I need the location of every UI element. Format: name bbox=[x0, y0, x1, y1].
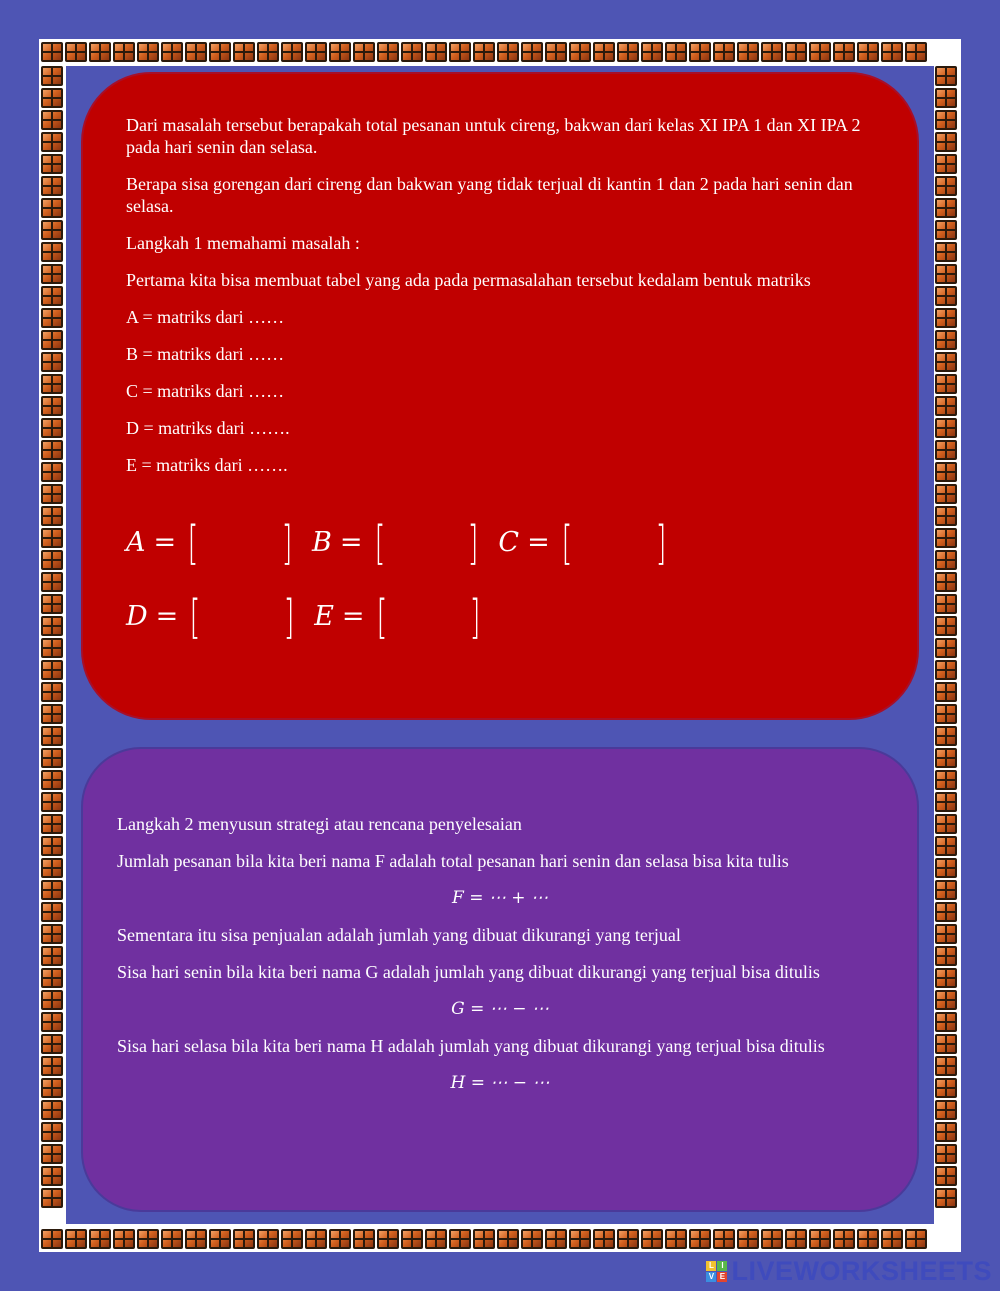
border-tile-icon bbox=[41, 1078, 63, 1098]
border-tile-icon bbox=[185, 42, 207, 62]
logo-letter-i: I bbox=[717, 1261, 727, 1271]
border-tile-icon bbox=[935, 638, 957, 658]
border-tile-icon bbox=[209, 42, 231, 62]
matrix-d-name: D bbox=[126, 601, 148, 632]
bracket-open: [ bbox=[187, 516, 199, 570]
border-tile-icon bbox=[857, 1229, 879, 1249]
border-tile-icon bbox=[935, 594, 957, 614]
border-tile-icon bbox=[41, 968, 63, 988]
border-tile-icon bbox=[41, 484, 63, 504]
border-tile-icon bbox=[41, 110, 63, 130]
border-tile-icon bbox=[935, 1144, 957, 1164]
border-tile-icon bbox=[881, 42, 903, 62]
definition-d: D = matriks dari ……. bbox=[126, 418, 290, 438]
border-tile-icon bbox=[329, 1229, 351, 1249]
border-tile-icon bbox=[233, 1229, 255, 1249]
border-tile-icon bbox=[185, 1229, 207, 1249]
definition-b: B = matriks dari …… bbox=[126, 344, 285, 364]
liveworksheets-watermark bbox=[706, 1256, 992, 1287]
border-tile-icon bbox=[935, 836, 957, 856]
border-tile-icon bbox=[905, 1229, 927, 1249]
border-tile-icon bbox=[41, 1188, 63, 1208]
border-tile-icon bbox=[935, 506, 957, 526]
equals-sign: = bbox=[155, 601, 179, 632]
border-tile-icon bbox=[935, 352, 957, 372]
border-tile-icon bbox=[935, 968, 957, 988]
border-tile-icon bbox=[41, 42, 63, 62]
border-tile-icon bbox=[935, 484, 957, 504]
border-tile-icon bbox=[935, 704, 957, 724]
matrix-d bbox=[126, 590, 298, 644]
border-tile-icon bbox=[935, 396, 957, 416]
bracket-close: ] bbox=[468, 516, 479, 570]
border-tile-icon bbox=[935, 682, 957, 702]
border-tile-icon bbox=[935, 880, 957, 900]
border-tile-icon bbox=[41, 418, 63, 438]
border-tile-icon bbox=[935, 286, 957, 306]
border-tile-icon bbox=[353, 42, 375, 62]
border-tile-icon bbox=[137, 1229, 159, 1249]
bracket-close: ] bbox=[470, 590, 481, 644]
border-tile-icon bbox=[41, 528, 63, 548]
border-tile-icon bbox=[41, 88, 63, 108]
border-tile-icon bbox=[377, 42, 399, 62]
border-tile-icon bbox=[41, 660, 63, 680]
border-tile-icon bbox=[41, 902, 63, 922]
border-tile-icon bbox=[617, 42, 639, 62]
equation-g: G = ⋯ − ⋯ bbox=[451, 999, 549, 1019]
border-tile-icon bbox=[935, 990, 957, 1010]
definition-e: E = matriks dari ……. bbox=[126, 455, 288, 475]
border-tile-icon bbox=[113, 42, 135, 62]
border-tile-icon bbox=[41, 176, 63, 196]
border-tile-icon bbox=[935, 660, 957, 680]
border-tile-icon bbox=[41, 1229, 63, 1249]
matrix-e-name: E bbox=[314, 601, 334, 632]
border-tile-icon bbox=[329, 42, 351, 62]
border-tile-icon bbox=[41, 726, 63, 746]
bracket-close: ] bbox=[655, 516, 667, 570]
border-tile-icon bbox=[905, 42, 927, 62]
border-tile-icon bbox=[209, 1229, 231, 1249]
border-tile-icon bbox=[935, 770, 957, 790]
border-tile-icon bbox=[761, 42, 783, 62]
border-tile-icon bbox=[41, 638, 63, 658]
border-tile-icon bbox=[545, 42, 567, 62]
border-tile-icon bbox=[935, 66, 957, 86]
frame-border-top bbox=[41, 42, 927, 62]
border-tile-icon bbox=[935, 550, 957, 570]
border-tile-icon bbox=[41, 990, 63, 1010]
border-tile-icon bbox=[89, 42, 111, 62]
border-tile-icon bbox=[689, 42, 711, 62]
equals-sign: = bbox=[527, 527, 550, 558]
border-tile-icon bbox=[41, 836, 63, 856]
bracket-open: [ bbox=[374, 516, 385, 570]
border-tile-icon bbox=[65, 1229, 87, 1249]
border-tile-icon bbox=[161, 42, 183, 62]
border-tile-icon bbox=[41, 1012, 63, 1032]
bracket-open: [ bbox=[561, 516, 573, 570]
border-tile-icon bbox=[935, 924, 957, 944]
border-tile-icon bbox=[569, 1229, 591, 1249]
border-tile-icon bbox=[641, 1229, 663, 1249]
border-tile-icon bbox=[665, 1229, 687, 1249]
border-tile-icon bbox=[935, 792, 957, 812]
definition-c: C = matriks dari …… bbox=[126, 381, 285, 401]
logo-letter-v: V bbox=[706, 1272, 716, 1282]
frame-border-left bbox=[41, 66, 63, 1208]
step1-heading: Langkah 1 memahami masalah : bbox=[126, 233, 360, 253]
matrix-row-abc bbox=[126, 516, 877, 570]
border-tile-icon bbox=[113, 1229, 135, 1249]
step2-heading: Langkah 2 menyusun strategi atau rencana penyelesaian bbox=[117, 814, 522, 834]
border-tile-icon bbox=[41, 550, 63, 570]
matrix-a-name: A bbox=[126, 527, 146, 558]
border-tile-icon bbox=[521, 1229, 543, 1249]
border-tile-icon bbox=[257, 42, 279, 62]
bracket-close: ] bbox=[283, 590, 295, 644]
border-tile-icon bbox=[935, 308, 957, 328]
border-tile-icon bbox=[41, 946, 63, 966]
border-tile-icon bbox=[41, 506, 63, 526]
problem-panel bbox=[81, 72, 919, 720]
equation-f: F = ⋯ + ⋯ bbox=[452, 888, 548, 908]
border-tile-icon bbox=[935, 1034, 957, 1054]
border-tile-icon bbox=[89, 1229, 111, 1249]
border-tile-icon bbox=[935, 902, 957, 922]
border-tile-icon bbox=[377, 1229, 399, 1249]
border-tile-icon bbox=[761, 1229, 783, 1249]
border-tile-icon bbox=[473, 1229, 495, 1249]
border-tile-icon bbox=[41, 682, 63, 702]
border-tile-icon bbox=[833, 1229, 855, 1249]
matrix-b-name: B bbox=[312, 527, 332, 558]
border-tile-icon bbox=[935, 748, 957, 768]
border-tile-icon bbox=[41, 572, 63, 592]
matrix-c bbox=[498, 516, 669, 570]
border-tile-icon bbox=[785, 42, 807, 62]
border-tile-icon bbox=[935, 176, 957, 196]
equals-sign: = bbox=[341, 601, 365, 632]
border-tile-icon bbox=[935, 440, 957, 460]
border-tile-icon bbox=[935, 1122, 957, 1142]
border-tile-icon bbox=[41, 1122, 63, 1142]
border-tile-icon bbox=[425, 1229, 447, 1249]
border-tile-icon bbox=[935, 858, 957, 878]
border-tile-icon bbox=[401, 42, 423, 62]
border-tile-icon bbox=[425, 42, 447, 62]
paragraph-question-total: Dari masalah tersebut berapakah total pesanan untuk cireng, bakwan dari kelas XI IPA 1 dan XI IPA 2 pada hari senin dan selasa. bbox=[126, 115, 861, 157]
border-tile-icon bbox=[497, 1229, 519, 1249]
border-tile-icon bbox=[689, 1229, 711, 1249]
border-tile-icon bbox=[41, 154, 63, 174]
logo-letter-e: E bbox=[717, 1272, 727, 1282]
border-tile-icon bbox=[935, 814, 957, 834]
border-tile-icon bbox=[41, 924, 63, 944]
frame-border-bottom bbox=[41, 1229, 927, 1249]
border-tile-icon bbox=[41, 264, 63, 284]
border-tile-icon bbox=[935, 198, 957, 218]
matrix-b bbox=[312, 516, 482, 570]
border-tile-icon bbox=[935, 726, 957, 746]
strategy-panel bbox=[81, 747, 919, 1212]
border-tile-icon bbox=[935, 616, 957, 636]
border-tile-icon bbox=[41, 704, 63, 724]
equals-sign: = bbox=[339, 527, 363, 558]
border-tile-icon bbox=[449, 42, 471, 62]
border-tile-icon bbox=[737, 42, 759, 62]
border-tile-icon bbox=[281, 42, 303, 62]
border-tile-icon bbox=[41, 462, 63, 482]
border-tile-icon bbox=[545, 1229, 567, 1249]
paragraph-tuesday-h: Sisa hari selasa bila kita beri nama H adalah jumlah yang dibuat dikurangi yang terjual bisa ditulis bbox=[117, 1036, 825, 1056]
border-tile-icon bbox=[257, 1229, 279, 1249]
border-tile-icon bbox=[41, 792, 63, 812]
watermark-text: LIVEWORKSHEETS bbox=[731, 1256, 992, 1286]
paragraph-matrix-intro: Pertama kita bisa membuat tabel yang ada pada permasalahan tersebut kedalam bentuk matriks bbox=[126, 270, 811, 290]
bracket-open: [ bbox=[189, 590, 201, 644]
border-tile-icon bbox=[569, 42, 591, 62]
paragraph-total-f: Jumlah pesanan bila kita beri nama F adalah total pesanan hari senin dan selasa bisa kita tulis bbox=[117, 851, 789, 871]
border-tile-icon bbox=[935, 110, 957, 130]
border-tile-icon bbox=[41, 858, 63, 878]
border-tile-icon bbox=[41, 330, 63, 350]
border-tile-icon bbox=[41, 352, 63, 372]
border-tile-icon bbox=[41, 1144, 63, 1164]
border-tile-icon bbox=[41, 1100, 63, 1120]
equation-h: H = ⋯ − ⋯ bbox=[450, 1073, 550, 1093]
border-tile-icon bbox=[41, 220, 63, 240]
border-tile-icon bbox=[935, 1166, 957, 1186]
border-tile-icon bbox=[521, 42, 543, 62]
border-tile-icon bbox=[935, 1100, 957, 1120]
border-tile-icon bbox=[737, 1229, 759, 1249]
border-tile-icon bbox=[281, 1229, 303, 1249]
border-tile-icon bbox=[935, 528, 957, 548]
border-tile-icon bbox=[857, 42, 879, 62]
border-tile-icon bbox=[353, 1229, 375, 1249]
border-tile-icon bbox=[41, 1034, 63, 1054]
border-tile-icon bbox=[497, 42, 519, 62]
border-tile-icon bbox=[41, 198, 63, 218]
logo-letter-l: L bbox=[706, 1261, 716, 1271]
border-tile-icon bbox=[935, 88, 957, 108]
border-tile-icon bbox=[161, 1229, 183, 1249]
border-tile-icon bbox=[41, 66, 63, 86]
matrix-c-name: C bbox=[498, 527, 520, 558]
border-tile-icon bbox=[449, 1229, 471, 1249]
border-tile-icon bbox=[41, 770, 63, 790]
border-tile-icon bbox=[935, 220, 957, 240]
border-tile-icon bbox=[41, 880, 63, 900]
equals-sign: = bbox=[153, 527, 177, 558]
border-tile-icon bbox=[935, 946, 957, 966]
border-tile-icon bbox=[41, 1056, 63, 1076]
border-tile-icon bbox=[41, 440, 63, 460]
border-tile-icon bbox=[935, 1078, 957, 1098]
bracket-close: ] bbox=[281, 516, 293, 570]
border-tile-icon bbox=[617, 1229, 639, 1249]
frame-border-right bbox=[935, 66, 957, 1208]
border-tile-icon bbox=[233, 42, 255, 62]
paragraph-question-leftover: Berapa sisa gorengan dari cireng dan bakwan yang tidak terjual di kantin 1 dan 2 pada hari senin dan selasa. bbox=[126, 174, 853, 216]
border-tile-icon bbox=[41, 396, 63, 416]
border-tile-icon bbox=[881, 1229, 903, 1249]
border-tile-icon bbox=[935, 1188, 957, 1208]
matrix-e bbox=[314, 590, 484, 644]
border-tile-icon bbox=[935, 462, 957, 482]
border-tile-icon bbox=[65, 42, 87, 62]
border-tile-icon bbox=[935, 154, 957, 174]
border-tile-icon bbox=[665, 42, 687, 62]
definition-a: A = matriks dari …… bbox=[126, 307, 285, 327]
border-tile-icon bbox=[41, 286, 63, 306]
border-tile-icon bbox=[401, 1229, 423, 1249]
liveworksheets-logo-icon bbox=[706, 1261, 727, 1282]
border-tile-icon bbox=[935, 1012, 957, 1032]
paragraph-leftover: Sementara itu sisa penjualan adalah jumlah yang dibuat dikurangi yang terjual bbox=[117, 925, 681, 945]
border-tile-icon bbox=[935, 264, 957, 284]
border-tile-icon bbox=[41, 132, 63, 152]
border-tile-icon bbox=[137, 42, 159, 62]
matrix-row-de bbox=[126, 590, 877, 644]
border-tile-icon bbox=[641, 42, 663, 62]
border-tile-icon bbox=[935, 132, 957, 152]
border-tile-icon bbox=[935, 330, 957, 350]
border-tile-icon bbox=[935, 418, 957, 438]
border-tile-icon bbox=[473, 42, 495, 62]
border-tile-icon bbox=[41, 374, 63, 394]
border-tile-icon bbox=[41, 814, 63, 834]
border-tile-icon bbox=[41, 748, 63, 768]
border-tile-icon bbox=[41, 594, 63, 614]
border-tile-icon bbox=[833, 42, 855, 62]
border-tile-icon bbox=[935, 242, 957, 262]
border-tile-icon bbox=[305, 1229, 327, 1249]
border-tile-icon bbox=[935, 1056, 957, 1076]
border-tile-icon bbox=[809, 42, 831, 62]
border-tile-icon bbox=[785, 1229, 807, 1249]
border-tile-icon bbox=[305, 42, 327, 62]
border-tile-icon bbox=[41, 616, 63, 636]
matrix-a bbox=[126, 516, 296, 570]
border-tile-icon bbox=[41, 242, 63, 262]
border-tile-icon bbox=[935, 572, 957, 592]
bracket-open: [ bbox=[376, 590, 387, 644]
paragraph-monday-g: Sisa hari senin bila kita beri nama G adalah jumlah yang dibuat dikurangi yang terjual bisa ditulis bbox=[117, 962, 820, 982]
border-tile-icon bbox=[713, 1229, 735, 1249]
border-tile-icon bbox=[41, 308, 63, 328]
border-tile-icon bbox=[809, 1229, 831, 1249]
border-tile-icon bbox=[935, 374, 957, 394]
border-tile-icon bbox=[593, 1229, 615, 1249]
border-tile-icon bbox=[41, 1166, 63, 1186]
border-tile-icon bbox=[593, 42, 615, 62]
border-tile-icon bbox=[713, 42, 735, 62]
